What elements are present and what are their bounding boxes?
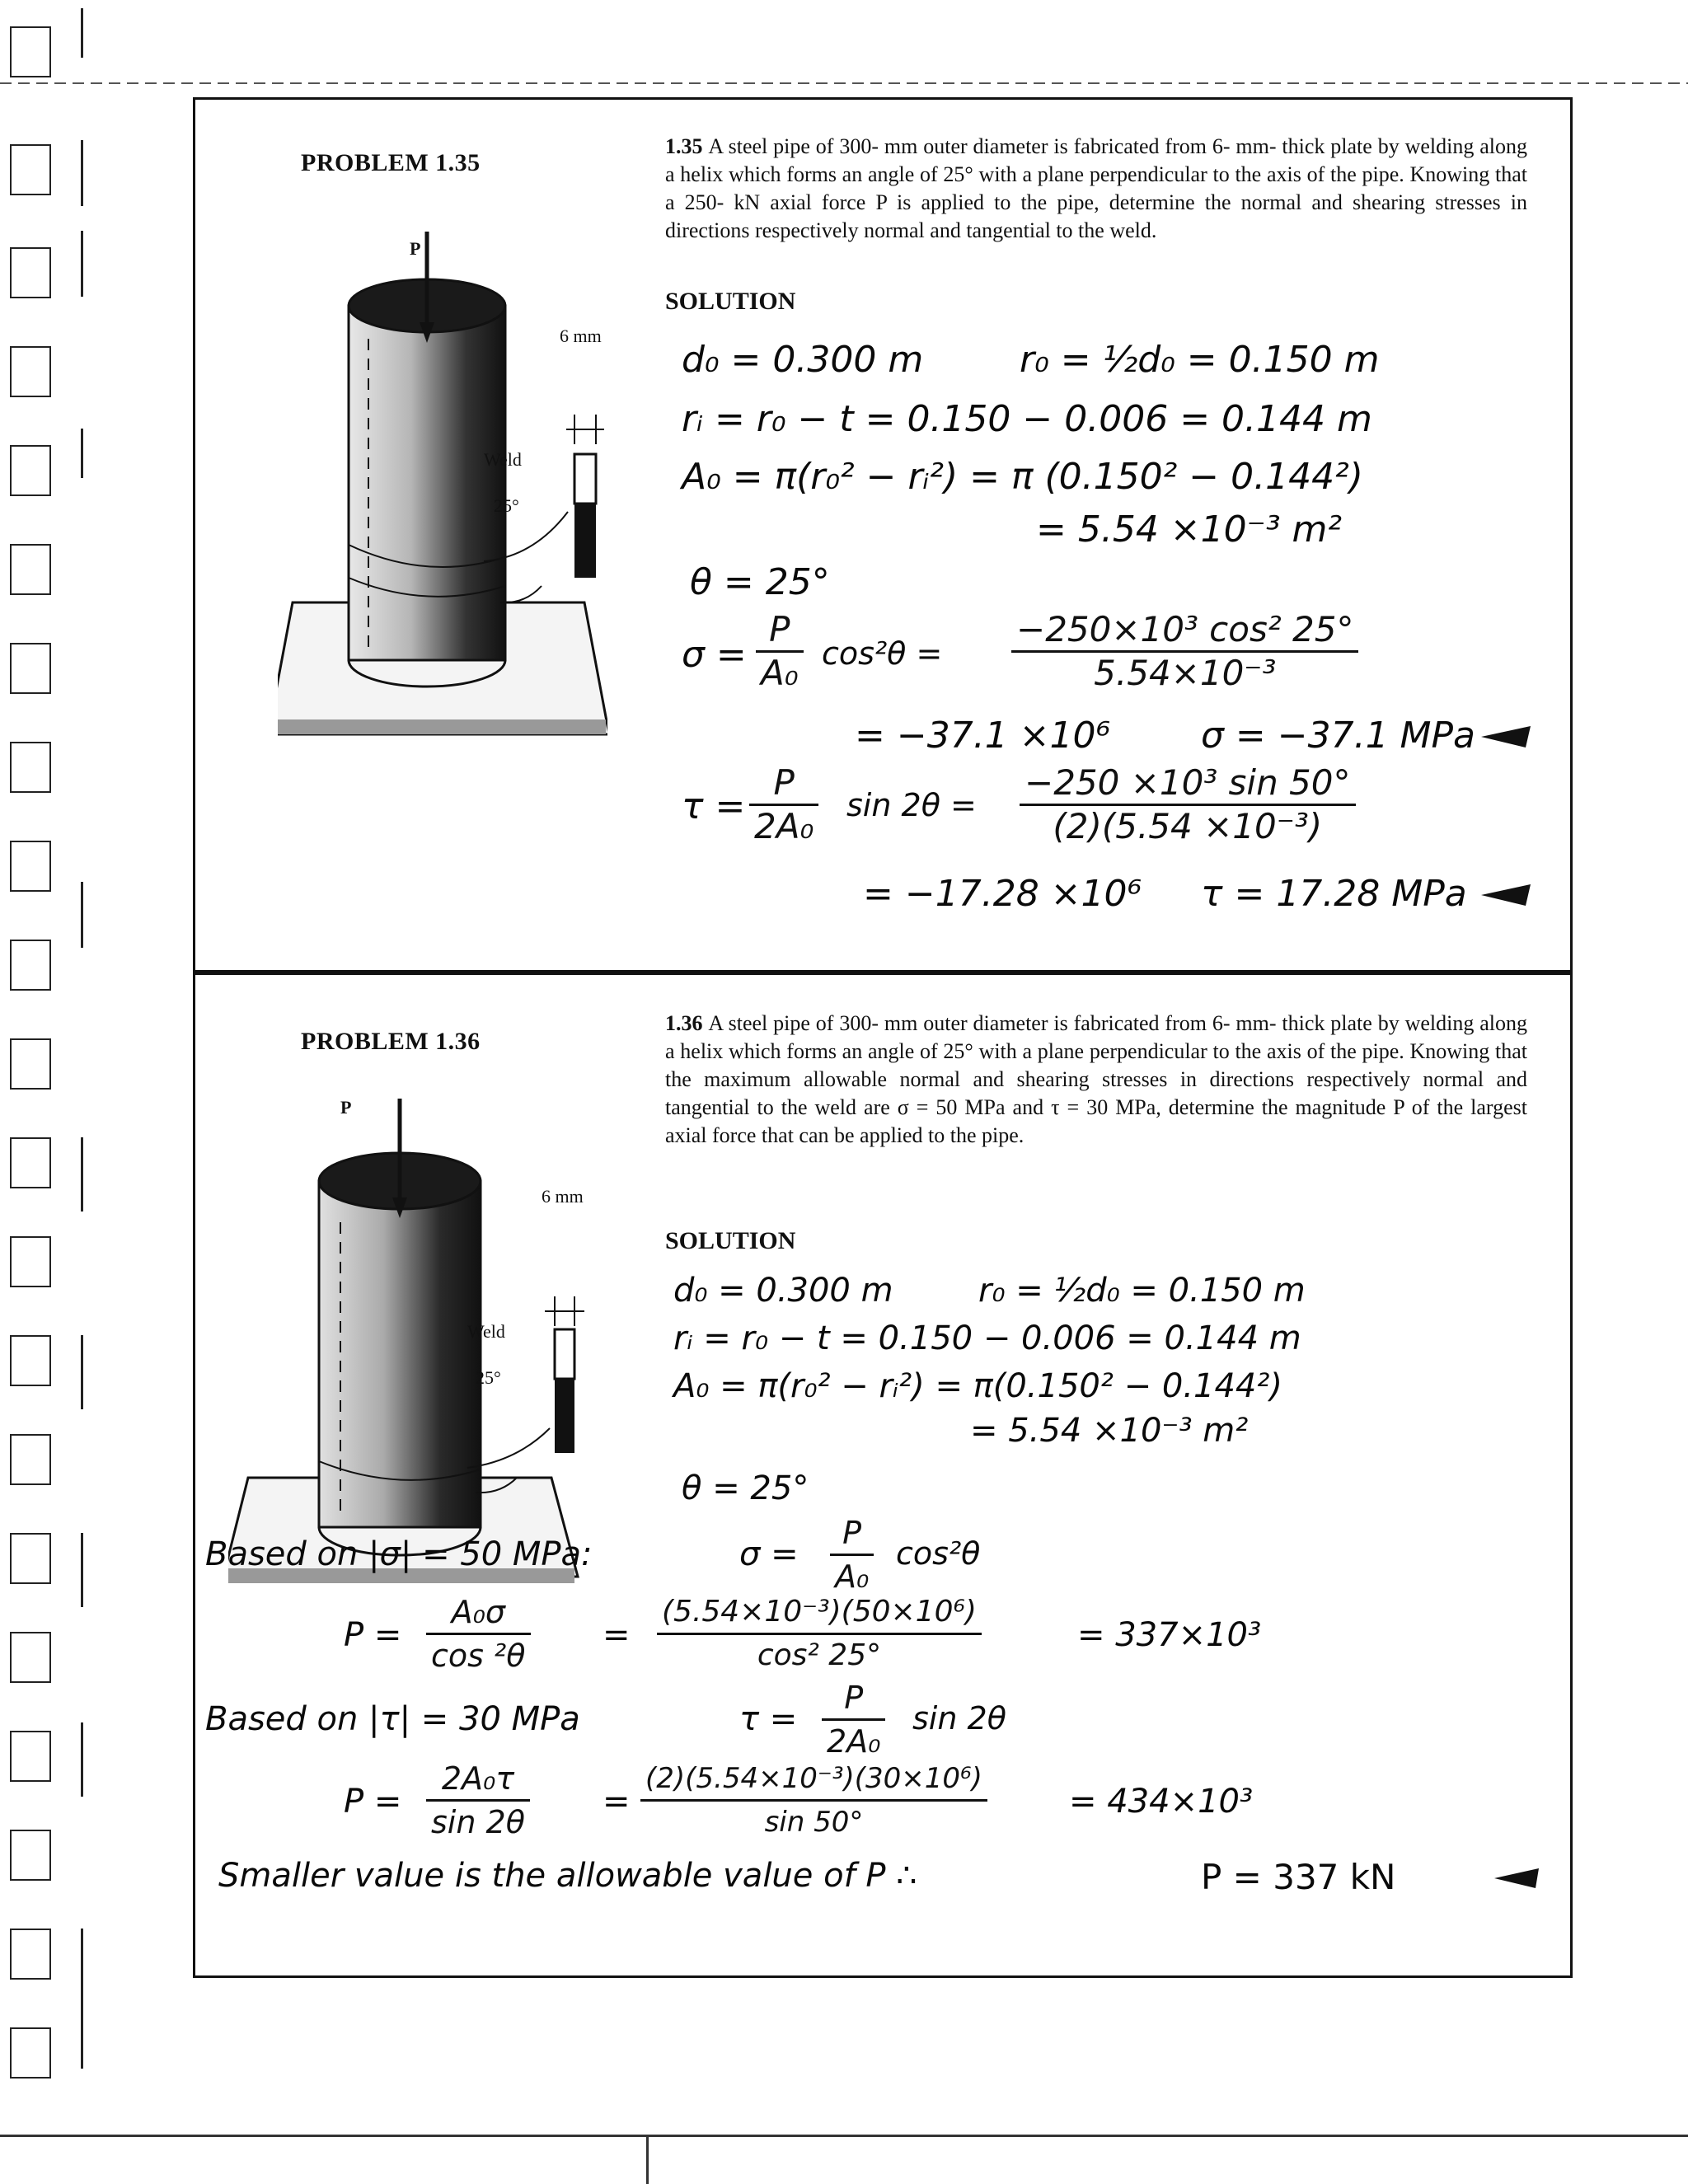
binder-mark — [81, 1335, 83, 1409]
binder-hole — [10, 1335, 51, 1386]
tau-eq-denominator: 2A₀ — [827, 1723, 881, 1760]
answer-pointer-icon — [1481, 883, 1531, 907]
sigma-fraction — [756, 609, 804, 694]
hw-line-theta: θ = 25° — [690, 561, 830, 603]
p2-rhs-fraction — [640, 1758, 987, 1843]
bottom-tick — [646, 2135, 649, 2184]
pipe-figure — [278, 232, 607, 759]
p1-rhs-numerator: (5.54×10⁻³)(50×10⁶) — [657, 1591, 982, 1635]
problem-statement — [665, 1010, 1527, 1150]
sigma-rhs-denominator: 5.54×10⁻³ — [1094, 653, 1277, 693]
hw-equals: = — [603, 1616, 631, 1654]
hw-line-inner-radius: rᵢ = r₀ − t = 0.150 − 0.006 = 0.144 m — [673, 1319, 1301, 1357]
hw-line-inner-radius: rᵢ = r₀ − t = 0.150 − 0.006 = 0.144 m — [682, 398, 1372, 440]
binder-hole — [10, 26, 51, 77]
hw-sigma-eq-tail: cos²θ — [896, 1535, 981, 1572]
tau-rhs-fraction — [1020, 762, 1356, 847]
binder-hole — [10, 247, 51, 298]
binder-hole — [10, 445, 51, 496]
p1-numerator: A₀σ — [426, 1591, 531, 1635]
sigma-rhs-fraction — [1011, 609, 1358, 694]
binder-hole — [10, 1632, 51, 1683]
hw-final-answer: P = 337 kN — [1201, 1857, 1396, 1897]
binder-mark — [81, 231, 83, 297]
answer-pointer-icon — [1481, 724, 1531, 749]
sigma-eq-numerator: P — [830, 1512, 874, 1556]
binder-mark — [81, 1722, 83, 1797]
binder-hole — [10, 742, 51, 793]
binder-hole — [10, 346, 51, 397]
binder-hole — [10, 144, 51, 195]
binder-mark — [81, 882, 83, 948]
hw-line-theta: θ = 25° — [682, 1469, 809, 1507]
p1-denominator: cos ²θ — [431, 1638, 526, 1674]
hw-line-area-result: = 5.54 ×10⁻³ m² — [970, 1412, 1249, 1450]
tau-eq-numerator: P — [822, 1677, 885, 1721]
hw-line-diameter: d₀ = 0.300 m — [682, 339, 924, 381]
hw-equals: = — [603, 1783, 631, 1821]
weld-label: Weld — [467, 1321, 505, 1342]
angle-label: 25° — [476, 1367, 501, 1388]
problem-1-35-panel — [193, 97, 1573, 972]
binder-hole — [10, 643, 51, 694]
binder-mark — [81, 140, 83, 206]
angle-label: 25° — [494, 495, 519, 516]
sigma-rhs-numerator: −250×10³ cos² 25° — [1011, 609, 1358, 653]
binder-mark — [81, 2011, 83, 2069]
hw-line-diameter: d₀ = 0.300 m — [673, 1272, 893, 1310]
binder-hole — [10, 1929, 51, 1980]
hw-line-area: A₀ = π(r₀² − rᵢ²) = π(0.150² − 0.144²) — [673, 1367, 1283, 1405]
thickness-label: 6 mm — [542, 1186, 584, 1207]
hw-tau-lhs: τ = — [682, 785, 746, 827]
binder-hole — [10, 1830, 51, 1881]
sigma-eq-fraction — [830, 1512, 874, 1597]
binder-hole — [10, 1731, 51, 1782]
tau-fraction — [749, 762, 818, 847]
hw-line-outer-radius: r₀ = ½d₀ = 0.150 m — [978, 1272, 1306, 1310]
hw-sigma-answer: σ = −37.1 MPa — [1201, 715, 1476, 757]
solution-heading: SOLUTION — [665, 1227, 796, 1254]
problem-title: PROBLEM 1.36 — [301, 1028, 481, 1055]
p2-rhs-numerator: (2)(5.54×10⁻³)(30×10⁶) — [640, 1758, 987, 1802]
binder-hole — [10, 940, 51, 991]
force-label: P — [340, 1097, 352, 1118]
hw-p1-lhs: P = — [344, 1616, 402, 1654]
pipe-figure — [228, 1099, 591, 1593]
problem-text: A steel pipe of 300- mm outer diameter is fabricated from 6- mm- thick plate by welding along a helix which forms an angle of 25° with a plane perpendicular to the axis of the pipe. Knowing that a 250- kN axial force P is applied to the pipe, determine the normal and shearing stresses in directions respectively normal and tangential to the weld. — [665, 134, 1527, 242]
p2-rhs-denominator: sin 50° — [764, 1806, 864, 1839]
binder-hole — [10, 1434, 51, 1485]
binder-hole — [10, 1236, 51, 1287]
binder-mark — [81, 8, 83, 58]
binder-hole — [10, 1137, 51, 1188]
problem-statement — [665, 133, 1527, 245]
sigma-eq-denominator: A₀ — [835, 1558, 870, 1595]
hw-tau-mid: sin 2θ = — [846, 787, 977, 823]
problem-number: 1.35 — [665, 134, 703, 158]
hw-line-area: A₀ = π(r₀² − rᵢ²) = π (0.150² − 0.144²) — [682, 456, 1363, 498]
problem-title: PROBLEM 1.35 — [301, 149, 481, 176]
sigma-denominator: A₀ — [761, 653, 799, 693]
hw-sigma-value: = −37.1 ×10⁶ — [855, 715, 1111, 757]
tau-rhs-numerator: −250 ×10³ sin 50° — [1020, 762, 1356, 806]
sigma-numerator: P — [756, 609, 804, 653]
binder-mark — [81, 1137, 83, 1212]
tau-denominator: 2A₀ — [754, 806, 814, 846]
hw-based-on-tau: Based on |τ| = 30 MPa — [205, 1700, 580, 1738]
binder-mark — [81, 1929, 83, 2011]
p1-fraction — [426, 1591, 531, 1676]
hw-tau-value: = −17.28 ×10⁶ — [863, 873, 1142, 915]
bottom-rule — [0, 2135, 1688, 2137]
binder-hole — [10, 2027, 51, 2079]
hw-tau-answer: τ = 17.28 MPa — [1201, 873, 1467, 915]
p2-numerator: 2A₀τ — [426, 1758, 530, 1802]
p2-denominator: sin 2θ — [431, 1804, 525, 1840]
binder-mark — [81, 429, 83, 478]
tau-eq-fraction — [822, 1677, 885, 1762]
binder-mark — [81, 1533, 83, 1607]
solution-heading: SOLUTION — [665, 288, 796, 315]
p1-rhs-denominator: cos² 25° — [757, 1638, 882, 1672]
binder-hole — [10, 1038, 51, 1090]
hw-p1-result: = 337×10³ — [1077, 1616, 1262, 1654]
hw-conclusion: Smaller value is the allowable value of P ∴ — [218, 1857, 917, 1895]
hw-tau-eq-tail: sin 2θ — [912, 1700, 1006, 1736]
binder-hole — [10, 1533, 51, 1584]
hw-p2-lhs: P = — [344, 1783, 402, 1821]
hw-tau-eq-lhs: τ = — [739, 1700, 798, 1738]
problem-text: A steel pipe of 300- mm outer diameter is fabricated from 6- mm- thick plate by welding along a helix which forms an angle of 25° with a plane perpendicular to the axis of the pipe. Knowing that the maximum allowable normal and shearing stresses in directions respectively normal and tangential to the weld are σ = 50 MPa and τ = 30 MPa, determine the magnitude P of the largest axial force that can be applied to the pipe. — [665, 1011, 1527, 1147]
hw-sigma-lhs: σ = — [682, 634, 747, 676]
weld-label: Weld — [484, 449, 522, 470]
problem-1-36-panel — [193, 972, 1573, 1978]
binder-hole — [10, 841, 51, 892]
tau-rhs-denominator: (2)(5.54 ×10⁻³) — [1053, 806, 1323, 846]
force-label: P — [410, 238, 421, 259]
thickness-label: 6 mm — [560, 326, 602, 346]
hw-sigma-eq-lhs: σ = — [739, 1535, 799, 1573]
top-dashed-rule — [0, 82, 1688, 84]
problem-number: 1.36 — [665, 1011, 703, 1035]
p1-rhs-fraction — [657, 1591, 982, 1676]
hw-based-on-sigma: Based on |σ| = 50 MPa: — [205, 1535, 593, 1573]
answer-pointer-icon — [1494, 1867, 1539, 1890]
hw-line-area-result: = 5.54 ×10⁻³ m² — [1036, 509, 1343, 551]
hw-sigma-mid: cos²θ = — [822, 635, 943, 672]
hw-p2-result: = 434×10³ — [1069, 1783, 1254, 1821]
hw-line-outer-radius: r₀ = ½d₀ = 0.150 m — [1020, 339, 1380, 381]
tau-numerator: P — [749, 762, 818, 806]
binder-hole — [10, 544, 51, 595]
p2-fraction — [426, 1758, 530, 1843]
